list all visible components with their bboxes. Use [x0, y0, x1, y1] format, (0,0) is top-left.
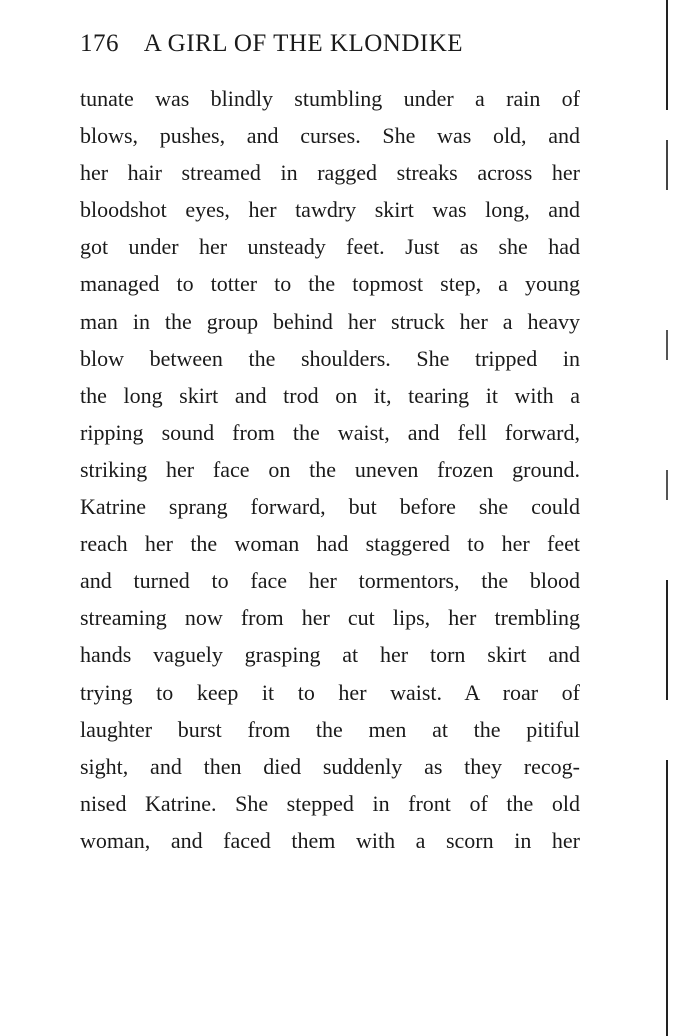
text-line: streaming now from her cut lips, her trembling — [80, 605, 580, 631]
text-line: blow between the shoulders. She tripped in — [80, 345, 580, 371]
body-text — [80, 80, 580, 859]
text-line: woman, and faced them with a scorn in her — [80, 827, 580, 853]
text-line: reach her the woman had staggered to her feet — [80, 531, 580, 557]
page-header — [80, 30, 580, 66]
running-title: A GIRL OF THE KLONDIKE — [143, 30, 464, 57]
text-line: got under her unsteady feet. Just as she had — [80, 234, 580, 260]
text-line: bloodshot eyes, her tawdry skirt was long, and — [80, 197, 580, 223]
text-line: man in the group behind her struck her a heavy — [80, 308, 580, 334]
text-line: laughter burst from the men at the pitiful — [80, 716, 580, 742]
page-number: 176 — [80, 30, 119, 57]
text-line: Katrine sprang forward, but before she could — [80, 494, 580, 520]
text-line: the long skirt and trod on it, tearing it with a — [80, 382, 580, 408]
text-line: striking her face on the uneven frozen ground. — [80, 456, 580, 482]
text-line: hands vaguely grasping at her torn skirt and — [80, 642, 580, 668]
text-line: blows, pushes, and curses. She was old, and — [80, 123, 580, 149]
text-line: sight, and then died suddenly as they recog- — [80, 753, 580, 779]
text-line: ripping sound from the waist, and fell forward, — [80, 419, 580, 445]
text-line: trying to keep it to her waist. A roar of — [80, 679, 580, 705]
text-line: her hair streamed in ragged streaks across her — [80, 160, 580, 186]
text-line: managed to totter to the topmost step, a young — [80, 271, 580, 297]
text-line: tunate was blindly stumbling under a rain of — [80, 86, 580, 111]
page-edge-rule — [666, 0, 668, 1036]
text-line: and turned to face her tormentors, the blood — [80, 568, 580, 594]
text-line: nised Katrine. She stepped in front of the old — [80, 790, 580, 816]
